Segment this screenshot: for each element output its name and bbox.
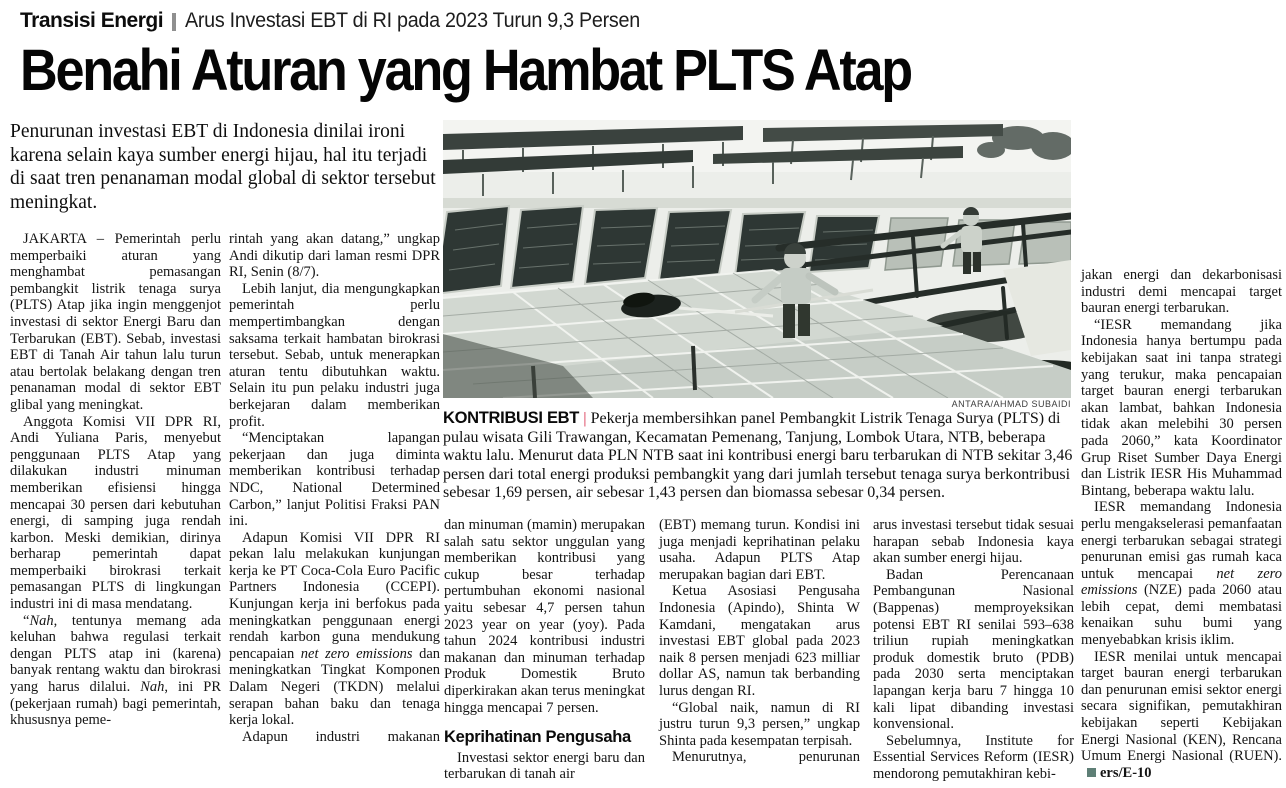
- article-paragraph: IESR memandang Indonesia perlu mengakselerasi pemanfaatan energi terbarukan sebagai strategi penurunan emisi gas rumah kaca untuk mencapai net zero emissions (NZE) pada 2060 atau lebih cepat, demi membatasi kenaikan suhu bumi yang menyebabkan krisis iklim.: [1081, 499, 1282, 649]
- article-paragraph: (EBT) memang turun. Kondisi ini juga menjadi keprihatinan pelaku usaha. Adapun PLTS Atap merupakan bagian dari EBT.: [659, 517, 860, 583]
- article-paragraph: Anggota Komisi VII DPR RI, Andi Yuliana Paris, menyebut penggunaan PLTS Atap yang dilakukan industri minuman memberikan efisiensi hingga mencapai 30 persen dari kebutuhan energi, di samping juga rendah karbon. Meski demikian, dirinya berharap pemerintah dapat memperbaiki birokrasi terkait pemasangan PLTS di lingkungan industri ini di masa mendatang.: [10, 413, 221, 613]
- caption-lead-label: KONTRIBUSI EBT: [443, 409, 580, 427]
- article-paragraph: arus investasi tersebut tidak sesuai harapan sebab Indonesia kaya akan sumber energi hijau.: [873, 517, 1074, 567]
- article-column-5: [873, 517, 1074, 783]
- article-kicker: [20, 9, 669, 33]
- article-paragraph: Menurutnya, penurunan: [672, 749, 860, 766]
- article-paragraph: rintah yang akan datang,” ungkap Andi dikutip dari laman resmi DPR RI, Senin (8/7).: [229, 231, 440, 281]
- article-paragraph: “Nah, tentunya memang ada keluhan bahwa regulasi terkait dengan PLTS atap ini (karena) banyak rentang waktu dan birokrasi yang harus dilalui. Nah, ini PR (pekerjaan rumah) bagi pemerintah, khususnya peme-: [10, 612, 221, 729]
- article-column-3: [444, 517, 645, 783]
- article-column-1: [10, 231, 221, 729]
- article-paragraph: Lebih lanjut, dia mengungkapkan pemerintah perlu mempertimbangkan dengan saksama terkait hambatan birokrasi tersebut. Sebab, untuk menerapkan aturan tentu dibutuhkan waktu. Selain itu pun pelaku industri juga berkejaran dalam memberikan profit.: [229, 280, 440, 430]
- photo-credit: ANTARA/AHMAD SUBAIDI: [951, 399, 1071, 409]
- kicker-separator-bar: [172, 13, 176, 31]
- article-paragraph: Sebelumnya, Institute for Essential Services Reform (IESR) mendorong pemutakhiran kebi-: [873, 732, 1074, 782]
- article-paragraph: IESR menilai untuk mencapai target bauran energi terbarukan dan penurunan emisi sektor energi secara signifikan, pemutakhiran kebijakan seperti Kebijakan Energi Nasional (KEN), Rencana Umum Energi Nasional (RUEN).ers/E-10: [1081, 648, 1282, 781]
- article-paragraph: jakan energi dan dekarbonisasi industri demi mencapai target bauran energi terbarukan.: [1081, 267, 1282, 317]
- article-paragraph: “Global naik, namun di RI justru turun 9,3 persen,” ungkap Shinta pada kesempatan terpisah.: [659, 699, 860, 749]
- article-column-2: [229, 231, 440, 745]
- kicker-section-label: Transisi Energi: [20, 9, 164, 32]
- article-paragraph: Adapun industri makanan: [242, 728, 440, 745]
- article-column-4: [659, 517, 860, 766]
- article-paragraph: dan minuman (mamin) merupakan salah satu sektor unggulan yang memberikan kontribusi yang cukup besar terhadap pertumbuhan ekonomi nasional yaitu sebesar 4,7 persen tahun 2023 year on year (yoy). Pada tahun 2024 kontribusi industri makanan dan minuman terhadap Produk Domestik Bruto diperkirakan akan terus meningkat hingga mencapai 7 persen.: [444, 517, 645, 716]
- article-paragraph: “Menciptakan lapangan pekerjaan dan juga diminta memberikan kontribusi terhadap NDC, National Determined Carbon,” lanjut Politisi Fraksi PAN ini.: [229, 430, 440, 530]
- article-paragraph: Badan Perencanaan Pembangunan Nasional (Bappenas) memproyeksikan potensi EBT RI senilai 593–638 triliun rupiah meningkatkan produk domestik bruto (PDB) pada 2030 serta menciptakan lapangan kerja baru 7 hingga 10 kali lipat dibanding investasi konvensional.: [873, 566, 1074, 733]
- article-lede: Penurunan investasi EBT di Indonesia dinilai ironi karena selain kaya sumber energi hijau, hal itu terjadi di saat tren penanaman modal global di sektor tersebut meningkat.: [10, 121, 436, 213]
- article-paragraph: JAKARTA – Pemerintah perlu memperbaiki aturan yang menghambat pemasangan pembangkit listrik tenaga surya (PLTS) Atap jika ingin menggenjot investasi di sektor Energi Baru dan Terbarukan (EBT). Sebab, investasi EBT di Tanah Air tahun lalu turun atau bertolak belakang dengan tren penanaman modal di sektor EBT glibal yang meningkat.: [10, 231, 221, 413]
- end-square-icon: [1087, 768, 1096, 777]
- article-column-6: [1081, 267, 1282, 781]
- article-end-mark: ers/E-10: [1081, 765, 1152, 781]
- article-headline: Benahi Aturan yang Hambat PLTS Atap: [20, 38, 911, 103]
- article-paragraph: “IESR memandang jika Indonesia hanya bertumpu pada kebijakan saat ini tanpa strategi yang terukur, maka pencapaian target bauran energi terbarukan akan lambat, bahkan Indonesia tidak akan melebihi 30 persen pada 2060,” kata Koordinator Grup Riset Sumber Daya Energi dan Listrik IESR His Muhammad Bintang, beberapa waktu lalu.: [1081, 316, 1282, 499]
- caption-text: Pekerja membersihkan panel Pembangkit Listrik Tenaga Surya (PLTS) di pulau wisata Gili Trawangan, Kecamatan Pemenang, Tanjung, Lombok Utara, NTB, beberapa waktu lalu. Menurut data PLN NTB saat ini kontribusi energi baru terbarukan di NTB sekitar 3,46 persen dari total energi produksi pembangkit yang dari jumlah tersebut tenaga surya berkontribusi sebesar 1,69 persen, air sebesar 1,43 persen dan biomassa sebesar 0,34 persen.: [443, 410, 1073, 502]
- article-paragraph: Investasi sektor energi baru dan terbarukan di tanah air: [444, 749, 645, 783]
- section-subheading: Keprihatinan Pengusaha: [444, 728, 631, 747]
- kicker-subtitle: Arus Investasi EBT di RI pada 2023 Turun 9,3 Persen: [185, 9, 640, 32]
- photo-caption: [443, 409, 1079, 503]
- article-paragraph: Ketua Asosiasi Pengusaha Indonesia (Apindo), Shinta W Kamdani, mengatakan arus investasi EBT global pada 2023 naik 8 persen menjadi 623 milliar dollar AS, namun tak berbanding lurus dengan RI.: [659, 583, 860, 699]
- caption-separator: |: [583, 410, 587, 427]
- article-photo: [443, 120, 1071, 398]
- solar-panel-field-illustration: [443, 120, 1071, 398]
- article-paragraph: Adapun Komisi VII DPR RI pekan lalu melakukan kunjungan kerja ke PT Coca-Cola Euro Pacific Partners Indonesia (CCEPI). Kunjungan kerja ini berfokus pada meningkatkan penggunaan energi rendah karbon guna mendukung pencapaian net zero emissions dan meningkatkan Tingkat Komponen Dalam Negeri (TKDN) melalui serapan bahan baku dan tenaga kerja lokal.: [229, 529, 441, 729]
